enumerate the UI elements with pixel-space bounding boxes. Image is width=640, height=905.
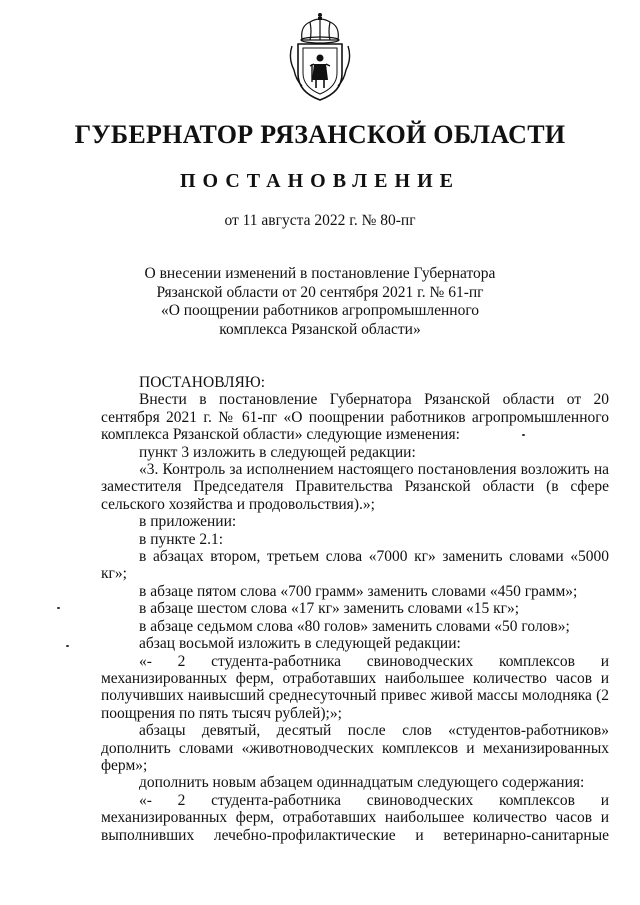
authority-title: ГУБЕРНАТОР РЯЗАНСКОЙ ОБЛАСТИ [74,120,566,149]
body-paragraph: в абзацах втором, третьем слова «7000 кг» заменить словами «5000 кг»; [101,548,609,583]
document-body [101,374,609,844]
body-paragraph: в пункте 2.1: [139,530,224,548]
date-and-number: от 11 августа 2022 г. № 80-пг [224,212,416,229]
body-paragraph: абзац восьмой изложить в следующей редакции: [139,635,461,653]
body-paragraph: дополнить новым абзацем одиннадцатым следующего содержания: [139,774,585,792]
scan-speck [522,434,525,436]
subject-line: «О поощрении работников агропромышленного [160,302,480,319]
body-paragraph: «3. Контроль за исполнением настоящего постановления возложить на заместителя Председателя Правительства Рязанской области (в сфере сельского хозяйства и продовольствия).»; [101,461,609,513]
subject-block [110,265,530,339]
subject-line: О внесении изменений в постановление Губернатора [144,265,496,282]
body-paragraph: в абзаце шестом слова «17 кг» заменить словами «15 кг»; [139,600,520,618]
body-paragraph: абзацы девятый, десятый после слов «студентов-работников» дополнить словами «животноводческих комплексов и механизированных ферм»; [101,722,609,774]
decree-word: ПОСТАНОВЛЯЮ: [139,374,266,391]
scan-speck [57,607,60,609]
body-paragraph: в абзаце седьмом слова «80 голов» заменить словами «50 голов»; [139,617,570,635]
subject-line: Рязанской области от 20 сентября 2021 г. № 61-пг [156,283,484,301]
body-paragraph: «- 2 студента-работника свиноводческих комплексов и механизированных ферм, отработавших наибольшее количество часов и выполнивших лечебно-профилактические и ветеринарно-санитарные [101,791,609,844]
body-paragraph: в приложении: [139,513,237,531]
subject-line: комплекса Рязанской области» [219,320,421,338]
coat-of-arms-emblem [288,12,352,104]
body-paragraph: в абзаце пятом слова «700 грамм» заменить словами «450 грамм»; [139,582,578,600]
body-paragraph: «- 2 студента-работника свиноводческих комплексов и механизированных ферм, отработавших наибольшее количество часов и получивших наивысший среднесуточный привес живой массы молодняка (2 поощрения по пять тысяч рублей);»; [101,652,609,722]
body-paragraph: пункт 3 изложить в следующей редакции: [139,443,416,461]
body-paragraph: Внести в постановление Губернатора Рязанской области от 20 сентября 2021 г. № 61-пг «О поощрении работников агропромышленного комплекса Рязанской области» следующие изменения: [101,391,609,444]
scan-speck [66,645,69,647]
document-type-heading: ПОСТАНОВЛЕНИЕ [180,170,460,192]
